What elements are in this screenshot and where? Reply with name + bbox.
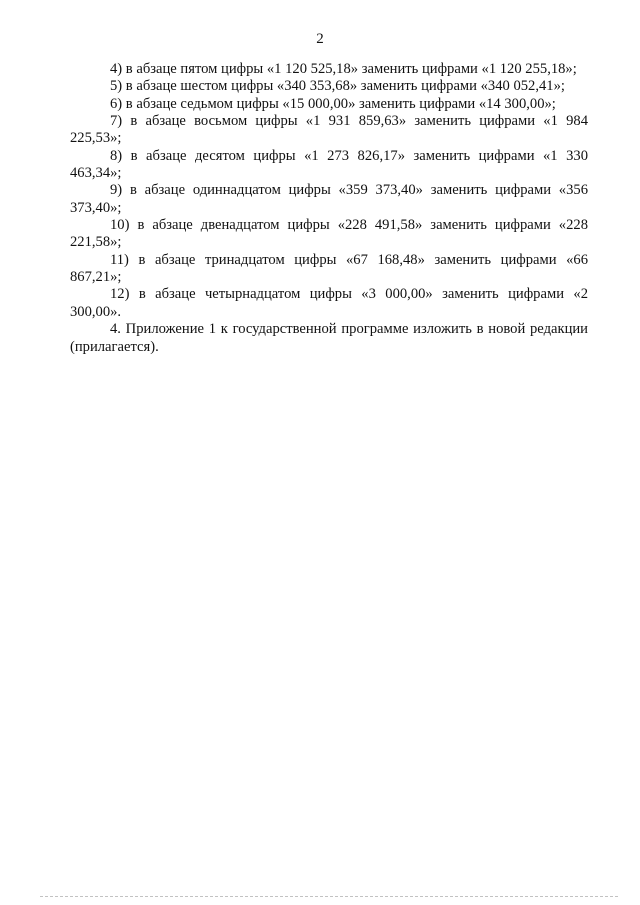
amendment-item-12: 12) в абзаце четырнадцатом цифры «3 000,00» заменить цифрами «2 300,00». xyxy=(70,286,588,320)
amendment-item-6: 6) в абзаце седьмом цифры «15 000,00» заменить цифрами «14 300,00»; xyxy=(110,95,556,112)
scan-bottom-rule xyxy=(40,896,618,897)
page-number: 2 xyxy=(316,31,324,47)
amendment-item-7: 7) в абзаце восьмом цифры «1 931 859,63» заменить цифрами «1 984 225,53»; xyxy=(70,113,588,147)
amendment-item-10: 10) в абзаце двенадцатом цифры «228 491,58» заменить цифрами «228 221,58»; xyxy=(70,217,588,251)
amendment-item-4: 4) в абзаце пятом цифры «1 120 525,18» заменить цифрами «1 120 255,18»; xyxy=(110,61,577,77)
amendment-item-9: 9) в абзаце одиннадцатом цифры «359 373,40» заменить цифрами «356 373,40»; xyxy=(70,182,588,216)
section-4-appendix: 4. Приложение 1 к государственной программе изложить в новой редакции (прилагается). xyxy=(70,321,588,355)
amendment-item-11: 11) в абзаце тринадцатом цифры «67 168,48» заменить цифрами «66 867,21»; xyxy=(70,251,588,286)
amendment-item-5: 5) в абзаце шестом цифры «340 353,68» заменить цифрами «340 052,41»; xyxy=(110,78,565,95)
amendment-item-8: 8) в абзаце десятом цифры «1 273 826,17» заменить цифрами «1 330 463,34»; xyxy=(70,147,588,182)
document-body xyxy=(70,61,588,356)
